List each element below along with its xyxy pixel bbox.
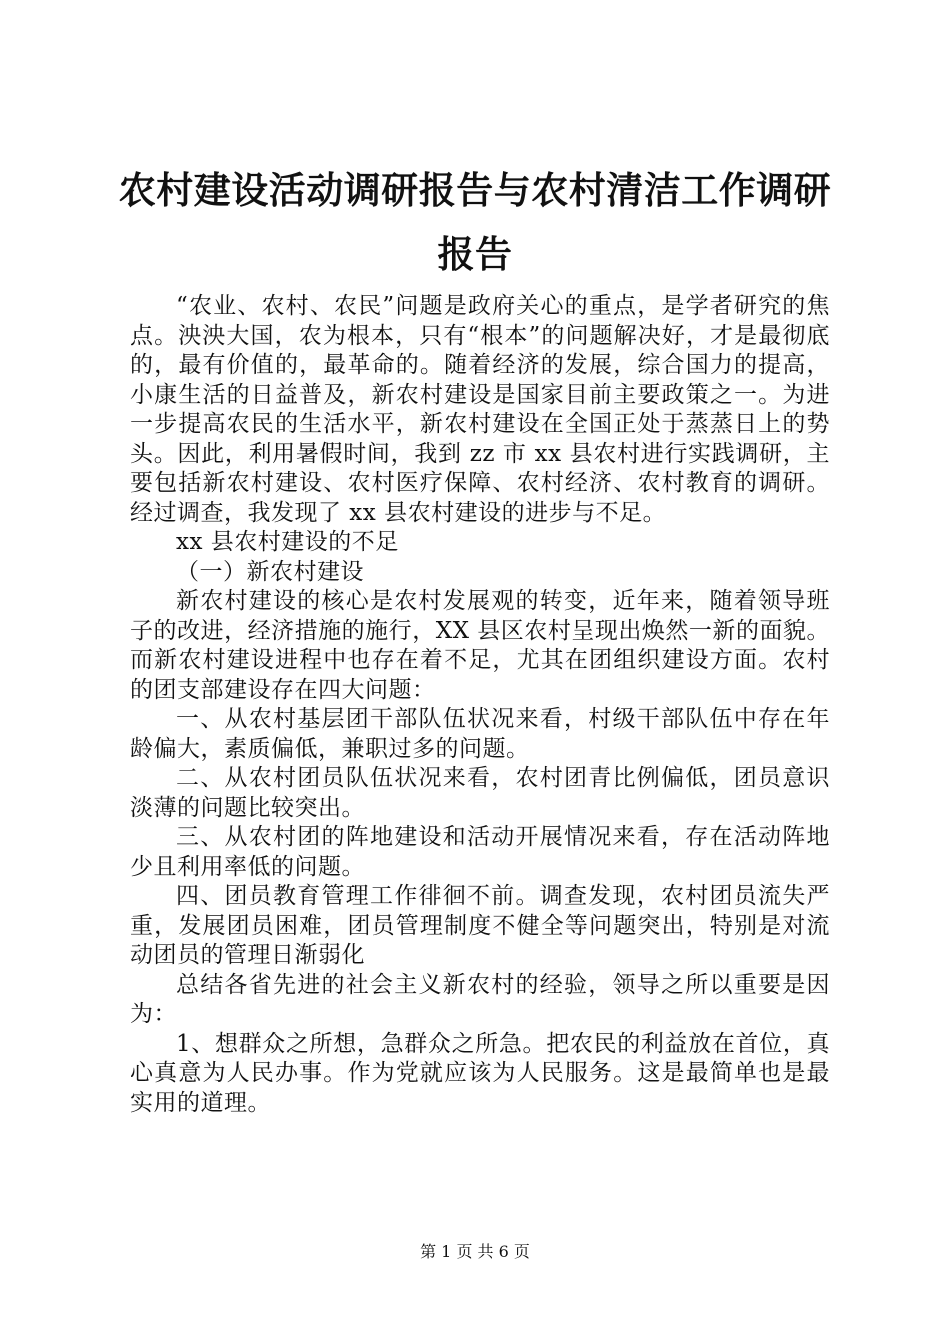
paragraph-intro: “农业、农村、农民”问题是政府关心的重点，是学者研究的焦点。泱泱大国，农为根本，只有“根本”的问题解决好，才是最彻底的，最有价值的，最革命的。随着经济的发展，综合国力的提高，小康生活的日益普及，新农村建设是国家目前主要政策之一。为进一步提高农民的生活水平，新农村建设在全国正处于蒸蒸日上的势头。因此，利用暑假时间，我到 zz 市 xx 县农村进行实践调研，主要包括新农村建设、农村医疗保障、农村经济、农村教育的调研。经过调查，我发现了 xx 县农村建设的进步与不足。 [130,293,830,526]
page-footer: 第 1 页 共 6 页 [420,1242,530,1261]
paragraph-problem-4: 四、团员教育管理工作徘徊不前。调查发现，农村团员流失严重，发展团员困难，团员管理制度不健全等问题突出，特别是对流动团员的管理日渐弱化 [130,883,830,968]
document-body [130,292,830,1118]
paragraph-problem-3: 三、从农村团的阵地建设和活动开展情况来看，存在活动阵地少且利用率低的问题。 [130,824,830,880]
paragraph-new-rural-construction: 新农村建设的核心是农村发展观的转变，近年来，随着领导班子的改进，经济措施的施行，XX 县区农村呈现出焕然一新的面貌。而新农村建设进程中也存在着不足，尤其在团组织建设方面。农村的团支部建设存在四大问题： [130,588,830,703]
paragraph-point-1: 1、想群众之所想，急群众之所急。把农民的利益放在首位，真心真意为人民办事。作为党就应该为人民服务。这是最简单也是最实用的道理。 [130,1030,830,1116]
paragraph-summary: 总结各省先进的社会主义新农村的经验，领导之所以重要是因为： [130,971,830,1027]
paragraph-problem-2: 二、从农村团员队伍状况来看，农村团青比例偏低，团员意识淡薄的问题比较突出。 [130,765,830,821]
section-heading: xx 县农村建设的不足 [176,529,399,555]
document-title: 农村建设活动调研报告与农村清洁工作调研报告 [118,168,832,276]
subsection-heading: （一）新农村建设 [176,558,364,585]
paragraph-problem-1: 一、从农村基层团干部队伍状况来看，村级干部队伍中存在年龄偏大，素质偏低，兼职过多的问题。 [130,706,830,762]
